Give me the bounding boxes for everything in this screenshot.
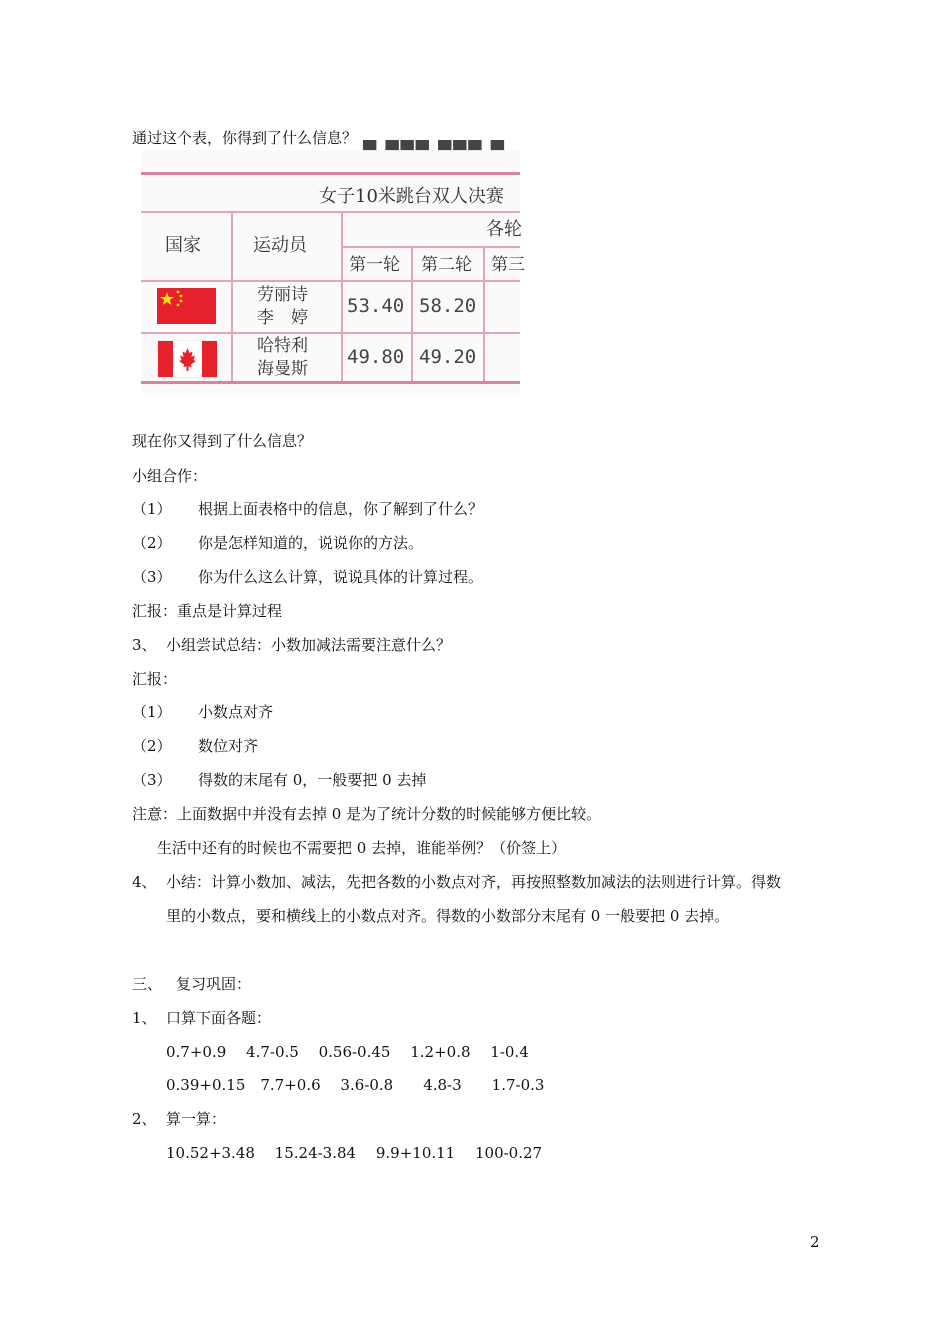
report-line-2: 汇报： (132, 670, 178, 688)
china-flag-icon (157, 288, 216, 324)
header-round1: 第一轮 (349, 255, 400, 275)
section-3-heading (132, 974, 251, 994)
header-round3: 第三 (491, 255, 525, 275)
item-4-line-2: 里的小数点，要和横线上的小数点对齐。得数的小数部分末尾有 0 一般要把 0 去掉。 (166, 907, 730, 925)
col-divider-2 (341, 212, 343, 382)
col-divider-3 (411, 247, 413, 382)
report-item-3 (132, 770, 426, 790)
header-round2: 第二轮 (421, 255, 472, 275)
group-work-heading: 小组合作： (132, 467, 208, 485)
note-line: 注意：上面数据中并没有去掉 0 是为了统计分数的时候能够方便比较。 (132, 805, 602, 823)
exercise-1 (132, 1008, 271, 1028)
section-title: 复习巩固： (176, 975, 252, 993)
header-bottom-rule (141, 280, 520, 282)
row2-athlete-line1: 哈特利 (257, 336, 308, 356)
item-number: （1） (132, 703, 172, 721)
item-text: 小组尝试总结：小数加减法需要注意什么？ (166, 636, 452, 654)
exercise-2-row-1: 10.52+3.48 15.24-3.84 9.9+10.11 100-0.27 (166, 1144, 543, 1162)
item-text: 小结：计算小数加、减法，先把各数的小数点对齐，再按照整数加减法的法则进行计算。得数 (166, 873, 782, 891)
group-work-item-1 (132, 499, 483, 519)
item-number: 2、 (132, 1110, 157, 1128)
row2-athlete-line2: 海曼斯 (257, 359, 308, 379)
header-athlete: 运动员 (253, 235, 307, 256)
now-question: 现在你又得到了什么信息？ (132, 432, 313, 450)
row2-round1: 49.80 (347, 346, 405, 368)
page-number: 2 (810, 1233, 820, 1251)
item-number: （2） (132, 737, 172, 755)
header-rounds: 各轮 (486, 219, 522, 240)
diving-results-table (141, 141, 525, 393)
group-work-item-2 (132, 533, 423, 553)
item-text: 算一算： (166, 1110, 227, 1128)
item-number: （2） (132, 534, 172, 552)
item-text: 得数的末尾有 0，一般要把 0 去掉 (198, 771, 427, 789)
row1-athlete-line2: 李 婷 (257, 308, 308, 328)
note-line-2: 生活中还有的时候也不需要把 0 去掉，谁能举例？（价签上） (157, 839, 567, 857)
item-number: （1） (132, 500, 172, 518)
col-divider-4 (483, 247, 485, 382)
report-line-1: 汇报：重点是计算过程 (132, 602, 283, 620)
cut-off-top-text: ▀ ▀▀▀ ▀▀▀ ▀ (363, 141, 506, 161)
title-rule (141, 211, 520, 213)
item-number: （3） (132, 771, 172, 789)
item-4 (132, 872, 781, 892)
item-number: 4、 (132, 873, 157, 891)
canada-flag-icon (157, 340, 218, 378)
row2-round2: 49.20 (419, 346, 477, 368)
item-text: 小数点对齐 (198, 703, 274, 721)
exercise-1-row-1: 0.7+0.9 4.7-0.5 0.56-0.45 1.2+0.8 1-0.4 (166, 1043, 529, 1061)
subheader-rule (341, 246, 520, 248)
report-item-2 (132, 736, 258, 756)
row1-round2: 58.20 (419, 295, 477, 317)
item-3 (132, 635, 451, 655)
col-divider-1 (231, 212, 233, 382)
header-country: 国家 (165, 235, 201, 256)
table-title: 女子10米跳台双人决赛 (319, 186, 504, 207)
item-text: 口算下面各题： (166, 1009, 272, 1027)
row1-athlete-line1: 劳丽诗 (257, 285, 308, 305)
section-number: 三、 (132, 975, 163, 993)
item-text: 你是怎样知道的，说说你的方法。 (198, 534, 424, 552)
item-number: 3、 (132, 636, 157, 654)
exercise-2 (132, 1109, 226, 1129)
table-bottom-rule (141, 381, 520, 384)
group-work-item-3 (132, 567, 483, 587)
item-number: （3） (132, 568, 172, 586)
item-text: 数位对齐 (198, 737, 259, 755)
row-divider (141, 332, 520, 334)
row1-round1: 53.40 (347, 295, 405, 317)
exercise-1-row-2: 0.39+0.15 7.7+0.6 3.6-0.8 4.8-3 1.7-0.3 (166, 1076, 545, 1094)
item-number: 1、 (132, 1009, 157, 1027)
item-text: 你为什么这么计算，说说具体的计算过程。 (198, 568, 484, 586)
report-item-1 (132, 702, 273, 722)
table-top-rule (141, 172, 520, 175)
item-text: 根据上面表格中的信息，你了解到了什么？ (198, 500, 484, 518)
intro-question: 通过这个表，你得到了什么信息？ (132, 129, 358, 147)
